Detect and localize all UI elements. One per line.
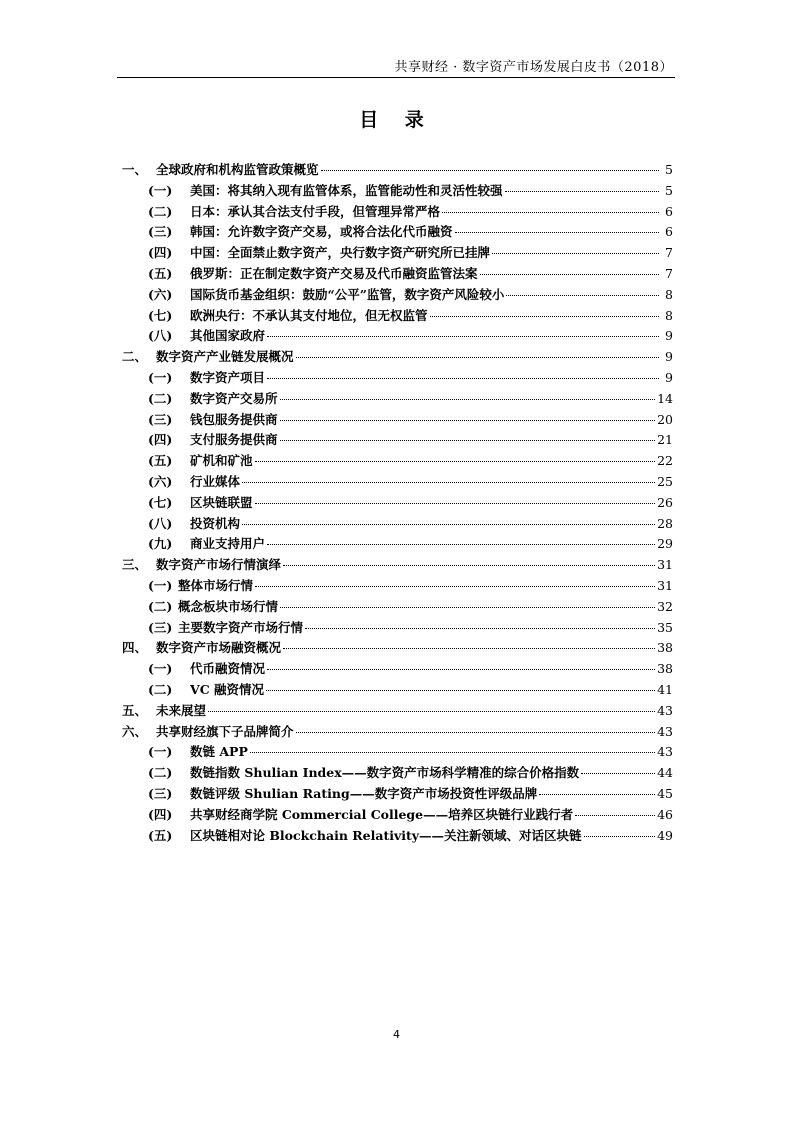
page-title: 目 录 xyxy=(359,109,434,131)
toc-entry-1-2[interactable] xyxy=(122,202,673,223)
toc-number: (六) xyxy=(148,286,173,302)
toc-label: 数字资产市场融资概况 xyxy=(156,640,282,656)
toc-page-number: 32 xyxy=(657,598,673,614)
dot-leader xyxy=(575,815,655,816)
toc-label: 数链评级 Shulian Rating——数字资产市场投资性评级品牌 xyxy=(190,785,538,801)
dot-leader xyxy=(539,794,655,795)
toc-label: 概念板块市场行情 xyxy=(178,598,279,614)
toc-entry-6-4[interactable] xyxy=(122,805,673,826)
toc-page-number: 5 xyxy=(665,182,673,198)
toc-page-number: 14 xyxy=(657,390,673,406)
toc-number: (二) xyxy=(148,203,173,219)
toc-entry-6-3[interactable] xyxy=(122,784,673,805)
dot-leader xyxy=(492,253,659,254)
toc-entry-1-5[interactable] xyxy=(122,264,673,285)
toc-label: 行业媒体 xyxy=(190,473,241,489)
toc-page-number: 31 xyxy=(657,557,673,573)
toc-label: 未来展望 xyxy=(156,702,207,718)
toc-number: (八) xyxy=(148,515,173,531)
dot-leader xyxy=(255,503,656,504)
toc-page-number: 25 xyxy=(657,473,673,489)
toc-number: (四) xyxy=(148,245,173,261)
dot-leader xyxy=(255,461,656,462)
toc-label: 商业支持用户 xyxy=(190,536,266,552)
toc-entry-2-6[interactable] xyxy=(122,472,673,493)
dot-leader xyxy=(283,648,655,649)
dot-leader xyxy=(581,773,655,774)
toc-page-number: 6 xyxy=(665,224,673,240)
toc-number: (二) xyxy=(148,681,173,697)
toc-number: (五) xyxy=(148,265,173,281)
toc-number: 四、 xyxy=(122,640,148,656)
toc-page-number: 9 xyxy=(665,349,673,365)
toc-label: 共享财经旗下子品牌简介 xyxy=(156,723,294,739)
dot-leader xyxy=(208,711,655,712)
toc-label: 数字资产交易所 xyxy=(190,390,278,406)
toc-entry-2-7[interactable] xyxy=(122,493,673,514)
dot-leader xyxy=(584,836,656,837)
toc-entry-2-5[interactable] xyxy=(122,451,673,472)
dot-leader xyxy=(242,482,655,483)
dot-leader xyxy=(280,399,656,400)
toc-page-number: 44 xyxy=(657,765,673,781)
toc-entry-2-3[interactable] xyxy=(122,410,673,431)
toc-number: (四) xyxy=(148,806,173,822)
toc-page-number: 35 xyxy=(657,619,673,635)
toc-number: 二、 xyxy=(122,349,148,365)
toc-number: 五、 xyxy=(122,702,148,718)
dot-leader xyxy=(321,170,659,171)
dot-leader xyxy=(266,690,655,691)
toc-number: (五) xyxy=(148,453,173,469)
toc-entry-2-8[interactable] xyxy=(122,514,673,535)
dot-leader xyxy=(480,274,659,275)
toc-entry-1-4[interactable] xyxy=(122,243,673,264)
toc-entry-2-2[interactable] xyxy=(122,389,673,410)
toc-number: (八) xyxy=(148,328,173,344)
dot-leader xyxy=(250,752,655,753)
toc-entry-1-6[interactable] xyxy=(122,285,673,306)
toc-label: 俄罗斯：正在制定数字资产交易及代币融资监管法案 xyxy=(190,265,478,281)
toc-entry-section-6[interactable] xyxy=(122,722,673,743)
dot-leader xyxy=(280,607,655,608)
toc-page-number: 43 xyxy=(657,744,673,760)
toc-label: 数字资产市场行情演绎 xyxy=(156,557,282,573)
toc-entry-1-8[interactable] xyxy=(122,326,673,347)
toc-number: (一) xyxy=(148,744,173,760)
toc-label: 韩国：允许数字资产交易，或将合法化代币融资 xyxy=(190,224,453,240)
toc-number: (一) xyxy=(148,369,173,385)
toc-label: 支付服务提供商 xyxy=(190,432,278,448)
toc-page-number: 9 xyxy=(665,369,673,385)
toc-entry-section-3[interactable] xyxy=(122,555,673,576)
toc-label: 国际货币基金组织：鼓励“公平”监管，数字资产风险较小 xyxy=(190,286,505,302)
toc-page-number: 7 xyxy=(665,265,673,281)
toc-entry-section-5[interactable] xyxy=(122,701,673,722)
toc-entry-4-1[interactable] xyxy=(122,659,673,680)
toc-label: 钱包服务提供商 xyxy=(190,411,278,427)
toc-page-number: 43 xyxy=(657,723,673,739)
toc-label: 日本：承认其合法支付手段，但管理异常严格 xyxy=(190,203,441,219)
toc-label: 共享财经商学院 Commercial College——培养区块链行业践行者 xyxy=(190,806,574,822)
dot-leader xyxy=(296,357,659,358)
toc-entry-section-2[interactable] xyxy=(122,347,673,368)
toc-entry-2-9[interactable] xyxy=(122,534,673,555)
toc-label: 区块链联盟 xyxy=(190,494,253,510)
toc-number: (一) xyxy=(148,182,173,198)
toc-number: (二) xyxy=(148,765,173,781)
toc-label: 数链指数 Shulian Index——数字资产市场科学精准的综合价格指数 xyxy=(190,765,580,781)
toc-page-number: 31 xyxy=(657,577,673,593)
toc-number: (七) xyxy=(148,494,173,510)
toc-number: (九) xyxy=(148,536,173,552)
toc-entry-3-2[interactable] xyxy=(122,597,673,618)
toc-label: 整体市场行情 xyxy=(178,577,254,593)
dot-leader xyxy=(267,544,655,545)
dot-leader xyxy=(280,440,656,441)
toc-number: (三) xyxy=(148,224,173,240)
toc-entry-3-1[interactable] xyxy=(122,576,673,597)
toc-number: (一) xyxy=(148,661,173,677)
toc-page-number: 49 xyxy=(657,827,673,843)
toc-label: 全球政府和机构监管政策概览 xyxy=(156,162,319,177)
toc-page-number: 8 xyxy=(665,286,673,302)
toc-page-number: 29 xyxy=(657,536,673,552)
toc-label: 其他国家政府 xyxy=(190,328,266,344)
toc-page-number: 5 xyxy=(665,162,673,177)
toc-entry-1-1[interactable] xyxy=(122,181,673,202)
toc-entry-1-3[interactable] xyxy=(122,222,673,243)
toc-number: 一、 xyxy=(122,162,148,177)
toc-number: 三、 xyxy=(122,557,148,573)
dot-leader xyxy=(305,628,655,629)
toc-entry-2-1[interactable] xyxy=(122,368,673,389)
toc-entry-section-1[interactable] xyxy=(122,160,673,181)
dot-leader xyxy=(455,232,659,233)
toc-number: (三) xyxy=(148,619,173,635)
dot-leader xyxy=(442,212,659,213)
toc-number: (一) xyxy=(148,577,173,593)
dot-leader xyxy=(242,524,655,525)
toc-page-number: 46 xyxy=(657,806,673,822)
toc-page-number: 20 xyxy=(657,411,673,427)
page-number: 4 xyxy=(393,1028,400,1041)
toc-page-number: 45 xyxy=(657,785,673,801)
toc-number: (四) xyxy=(148,432,173,448)
dot-leader xyxy=(296,732,656,733)
toc-label: 投资机构 xyxy=(190,515,241,531)
toc-entry-2-4[interactable] xyxy=(122,430,673,451)
toc-number: (五) xyxy=(148,827,173,843)
toc-label: 数字资产产业链发展概况 xyxy=(156,349,294,365)
toc-page-number: 22 xyxy=(657,453,673,469)
toc-page-number: 21 xyxy=(657,432,673,448)
toc-label: 欧洲央行：不承认其支付地位，但无权监管 xyxy=(190,307,428,323)
dot-leader xyxy=(506,295,659,296)
toc-page-number: 9 xyxy=(665,328,673,344)
toc-label: 数链 APP xyxy=(190,744,248,760)
toc-label: 美国：将其纳入现有监管体系，监管能动性和灵活性较强 xyxy=(190,182,503,198)
toc-number: 六、 xyxy=(122,723,148,739)
toc-number: (三) xyxy=(148,411,173,427)
toc-entry-section-4[interactable] xyxy=(122,638,673,659)
toc-page-number: 26 xyxy=(657,494,673,510)
toc-number: (二) xyxy=(148,598,173,614)
toc-page-number: 8 xyxy=(665,307,673,323)
toc-label: 区块链相对论 Blockchain Relativity——关注新领域、对话区块链 xyxy=(190,827,582,843)
toc-entry-6-1[interactable] xyxy=(122,742,673,763)
dot-leader xyxy=(255,586,655,587)
dot-leader xyxy=(505,191,659,192)
dot-leader xyxy=(430,316,659,317)
toc-number: (二) xyxy=(148,390,173,406)
toc-label: 中国：全面禁止数字资产，央行数字资产研究所已挂牌 xyxy=(190,245,491,261)
toc-number: (七) xyxy=(148,307,173,323)
toc-page-number: 28 xyxy=(657,515,673,531)
toc-page-number: 43 xyxy=(657,702,673,718)
toc-label: 数字资产项目 xyxy=(190,369,266,385)
toc-entry-4-2[interactable] xyxy=(122,680,673,701)
toc-page-number: 6 xyxy=(665,203,673,219)
toc-number: (六) xyxy=(148,473,173,489)
toc-page-number: 41 xyxy=(657,681,673,697)
dot-leader xyxy=(267,378,659,379)
toc-label: 代币融资情况 xyxy=(190,661,266,677)
dot-leader xyxy=(283,565,655,566)
toc-entry-1-7[interactable] xyxy=(122,306,673,327)
toc-label: VC 融资情况 xyxy=(190,681,264,697)
toc-page-number: 7 xyxy=(665,245,673,261)
toc-label: 主要数字资产市场行情 xyxy=(178,619,304,635)
toc-entry-6-5[interactable] xyxy=(122,826,673,847)
toc-entry-6-2[interactable] xyxy=(122,763,673,784)
dot-leader xyxy=(267,669,655,670)
toc-number: (三) xyxy=(148,785,173,801)
toc-label: 矿机和矿池 xyxy=(190,453,253,469)
toc-page-number: 38 xyxy=(657,640,673,656)
header-divider xyxy=(117,77,675,78)
dot-leader xyxy=(280,420,656,421)
toc-page-number: 38 xyxy=(657,661,673,677)
dot-leader xyxy=(267,336,659,337)
table-of-contents xyxy=(122,160,673,846)
running-header: 共享财经 · 数字资产市场发展白皮书（2018） xyxy=(394,60,673,75)
toc-entry-3-3[interactable] xyxy=(122,618,673,639)
